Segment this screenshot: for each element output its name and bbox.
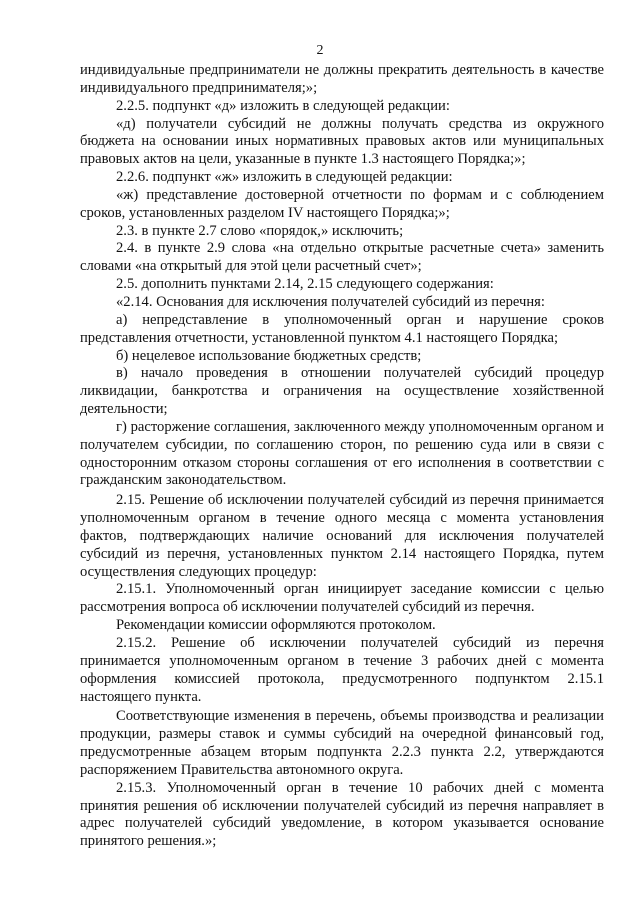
paragraph-subitem-zh: «ж) представление достоверной отчетности по формам и с соблюдением сроков, установленных разделом IV настоящего Порядка;»; xyxy=(80,186,604,221)
paragraph-2-4: 2.4. в пункте 2.9 слова «на отдельно открытые расчетные счета» заменить словами «на открытый для этой цели расчетный счет»; xyxy=(80,240,604,275)
paragraph-item-g: г) расторжение соглашения, заключенного между уполномоченным органом и получателем субсидии, по соглашению сторон, по решению суда или в связи с односторонним отказом стороны соглашения от его исполнения в соответствии с гражданским законодательством. xyxy=(80,418,604,489)
paragraph-2-14: «2.14. Основания для исключения получателей субсидий из перечня: xyxy=(116,293,545,310)
paragraph-2-15-3: 2.15.3. Уполномоченный орган в течение 10 рабочих дней с момента принятия решения об исключении получателей субсидий из перечня направляет в адрес получателей субсидий уведомление, в котором указывается основание принятого решения.»; xyxy=(80,779,604,850)
page-number: 2 xyxy=(316,43,324,58)
paragraph-2-2-5: 2.2.5. подпункт «д» изложить в следующей редакции: xyxy=(116,97,450,114)
paragraph-continuation: индивидуальные предприниматели не должны прекратить деятельность в качестве индивидуального предпринимателя;»; xyxy=(80,62,604,96)
paragraph-item-a: а) непредставление в уполномоченный орган и нарушение сроков представления отчетности, установленной пунктом 4.1 настоящего Порядка; xyxy=(80,311,604,346)
paragraph-2-3: 2.3. в пункте 2.7 слово «порядок,» исключить; xyxy=(116,222,404,239)
document-body xyxy=(80,62,604,851)
paragraph-item-b: б) нецелевое использование бюджетных средств; xyxy=(116,347,422,364)
paragraph-changes: Соответствующие изменения в перечень, объемы производства и реализации продукции, размеры ставок и суммы субсидий на очередной финансовый год, предусмотренные абзацем вторым подпункта 2.2.3 пункта 2.2, утверждаются распоряжением Правительства автономного округа. xyxy=(80,708,604,778)
paragraph-item-v: в) начало проведения в отношении получателей субсидий процедур ликвидации, банкротства и ограничения на осуществление хозяйственной деятельности; xyxy=(80,365,604,418)
paragraph-2-15: 2.15. Решение об исключении получателей субсидий из перечня принимается уполномоченным органом в течение одного месяца с момента установления фактов, подтверждающих наличие оснований для исключения получателей субсидий из перечня, установленных пунктом 2.14 настоящего Порядка, путем осуществления следующих процедур: xyxy=(80,492,604,580)
paragraph-2-5: 2.5. дополнить пунктами 2.14, 2.15 следующего содержания: xyxy=(116,276,494,293)
paragraph-subitem-d: «д) получатели субсидий не должны получать средства из окружного бюджета на основании иных нормативных правовых актов или муниципальных правовых актов на цели, указанные в пункте 1.3 настоящего Порядка;»; xyxy=(80,115,604,168)
paragraph-recommendations: Рекомендации комиссии оформляются протоколом. xyxy=(116,617,436,634)
paragraph-2-2-6: 2.2.6. подпункт «ж» изложить в следующей редакции: xyxy=(116,169,453,186)
paragraph-2-15-1: 2.15.1. Уполномоченный орган инициирует заседание комиссии с целью рассмотрения вопроса об исключении получателей субсидий из перечня. xyxy=(80,581,604,616)
paragraph-2-15-2: 2.15.2. Решение об исключении получателей субсидий из перечня принимается уполномоченным органом в течение 3 рабочих дней с момента оформления комиссией протокола, предусмотренного подпунктом 2.15.1 настоящего пункта. xyxy=(80,635,604,705)
